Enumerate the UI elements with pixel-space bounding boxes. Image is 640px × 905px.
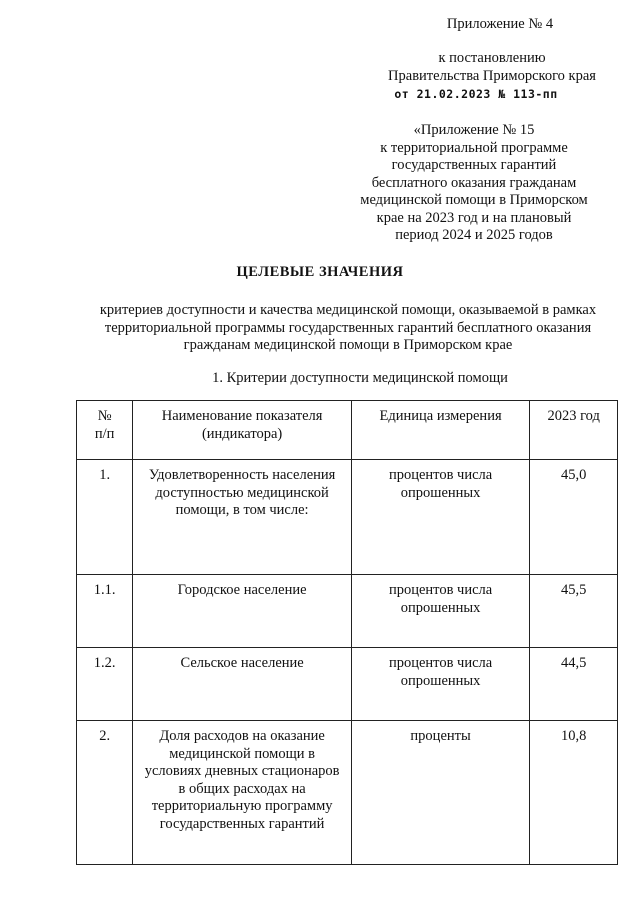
cell-num: 1.2.: [77, 648, 133, 721]
appendix-label: Приложение № 4: [446, 16, 554, 32]
appendix15-line: «Приложение № 15: [413, 122, 535, 138]
cell-value: 45,5: [530, 575, 618, 648]
header-num-line: п/п: [94, 425, 115, 442]
document-subtitle: [76, 302, 620, 355]
cell-name: [133, 575, 351, 648]
table-row: [77, 721, 618, 865]
cell-unit-line: проценты: [410, 728, 471, 744]
header-num-line: №: [97, 408, 112, 424]
cell-unit-line: процентов числа: [388, 655, 493, 671]
subtitle-line: территориальной программы государственных гарантий бесплатного оказания: [104, 319, 592, 336]
cell-num: 2.: [77, 721, 133, 865]
criteria-table: [76, 400, 618, 865]
cell-value: 10,8: [530, 721, 618, 865]
header-unit: Единица измерения: [351, 401, 529, 460]
cell-name: [133, 460, 351, 575]
header-num: [77, 401, 133, 460]
header-name-line: (индикатора): [201, 425, 283, 442]
appendix15-line: государственных гарантий: [391, 157, 557, 173]
cell-unit-line: процентов числа: [388, 467, 493, 483]
section-title: 1. Критерии доступности медицинской помощи: [212, 370, 508, 386]
cell-name: [133, 721, 351, 865]
cell-name-line: помощи, в том числе:: [175, 502, 309, 518]
resolution-line: Правительства Приморского края: [388, 67, 596, 84]
cell-name-line: Сельское население: [180, 655, 304, 671]
resolution-line: к постановлению: [438, 50, 546, 66]
cell-name-line: медицинской помощи в: [169, 745, 315, 762]
cell-name: [133, 648, 351, 721]
cell-unit-line: опрошенных: [400, 484, 481, 501]
table-row: [77, 460, 618, 575]
cell-value: 45,0: [530, 460, 618, 575]
cell-unit-line: опрошенных: [400, 672, 481, 689]
header-year: 2023 год: [530, 401, 618, 460]
cell-unit-line: процентов числа: [388, 582, 493, 598]
table-row: [77, 575, 618, 648]
cell-name-line: Удовлетворенность населения: [148, 467, 336, 483]
cell-name-line: условиях дневных стационаров: [144, 763, 340, 779]
appendix15-line: бесплатного оказания гражданам: [371, 174, 577, 191]
cell-unit-line: опрошенных: [400, 599, 481, 616]
resolution-reference: [372, 50, 612, 85]
cell-unit: [351, 648, 529, 721]
subtitle-line: критериев доступности и качества медицинской помощи, оказываемой в рамках: [99, 302, 597, 318]
header-name-line: Наименование показателя: [161, 408, 323, 424]
table-row: [77, 648, 618, 721]
cell-name-line: государственных гарантий: [159, 815, 325, 832]
subtitle-line: гражданам медицинской помощи в Приморском крае: [183, 337, 513, 353]
cell-name-line: доступностью медицинской: [155, 484, 329, 501]
appendix15-line: медицинской помощи в Приморском: [360, 192, 588, 208]
document-title: ЦЕЛЕВЫЕ ЗНАЧЕНИЯ: [236, 264, 404, 280]
appendix15-line: к территориальной программе: [380, 139, 568, 156]
cell-num: 1.: [77, 460, 133, 575]
appendix15-line: период 2024 и 2025 годов: [395, 227, 553, 243]
resolution-number: от 21.02.2023 № 113-пп: [394, 87, 558, 101]
cell-name-line: территориальную программу: [151, 798, 333, 814]
appendix15-line: крае на 2023 год и на плановый: [376, 209, 572, 226]
cell-num: 1.1.: [77, 575, 133, 648]
cell-unit: [351, 460, 529, 575]
cell-name-line: Городское население: [177, 582, 307, 598]
cell-unit: [351, 575, 529, 648]
appendix-15-reference: [346, 122, 602, 245]
cell-name-line: в общих расходах на: [178, 780, 306, 797]
cell-unit: [351, 721, 529, 865]
cell-value: 44,5: [530, 648, 618, 721]
header-name: [133, 401, 351, 460]
cell-name-line: Доля расходов на оказание: [159, 728, 325, 744]
table-header-row: [77, 401, 618, 460]
